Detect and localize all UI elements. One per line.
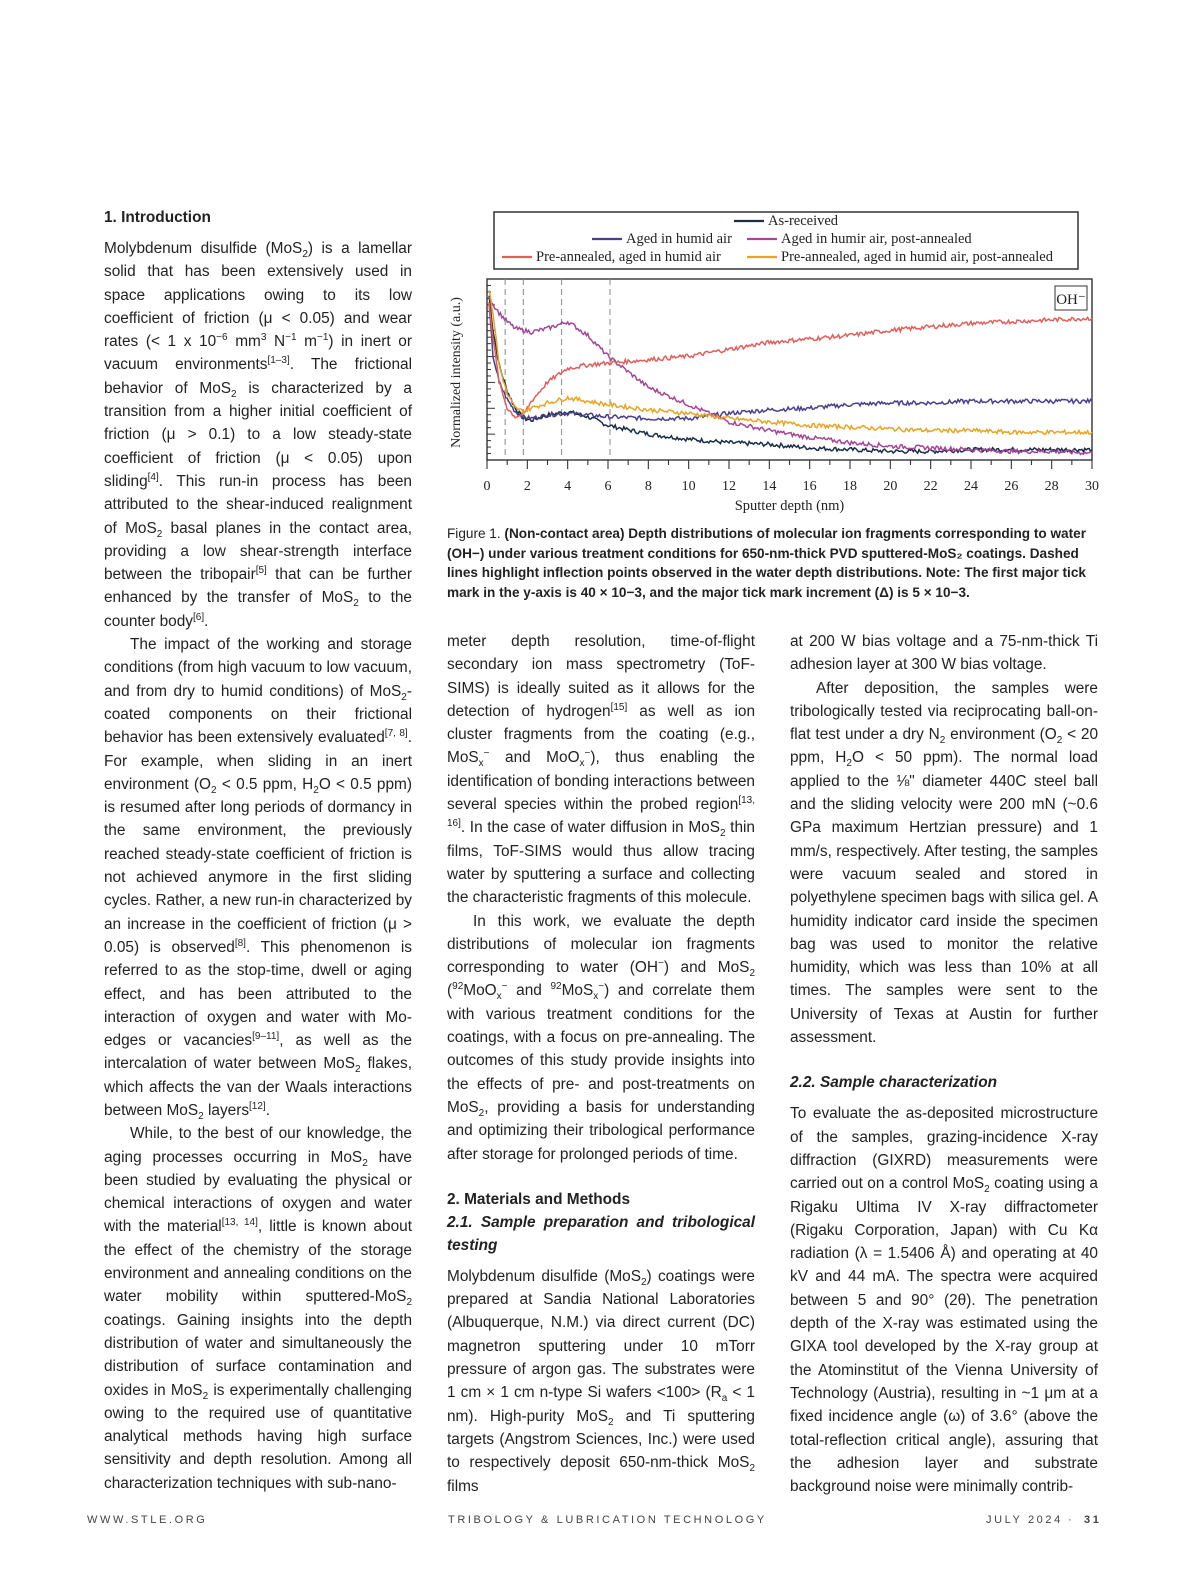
x-tick-label: 0 <box>483 479 491 494</box>
y-axis-label: Normalized intensity (a.u.) <box>449 297 464 448</box>
text-segment: 2 <box>749 1463 755 1475</box>
text-segment: In this work, we evaluate the depth distributions of molecular ion fragments corresponding to water (OH <box>447 912 755 977</box>
x-tick-label: 14 <box>762 479 777 494</box>
text-segment: 2 <box>211 784 217 796</box>
text-segment: MoO <box>463 982 497 1000</box>
text-segment: ) is a lamellar solid that has been extensively used in space applications owing to its low coefficient of friction (μ < 0.05) and wear rates (< 1 x 10 <box>104 240 412 351</box>
text-segment: a <box>721 1393 728 1405</box>
text-segment: and <box>507 982 551 1000</box>
text-segment: x <box>593 991 599 1003</box>
text-segment: [5] <box>255 565 267 577</box>
text-segment: 2 <box>355 1064 361 1076</box>
text-segment: meter depth resolution, time-of-flight secondary ion mass spectrometry (ToF-SIMS) is ideally suited as it allows for the detection of hydrogen <box>447 633 755 720</box>
text-segment: 2 <box>640 1276 647 1288</box>
text-segment: 2 <box>362 1157 368 1169</box>
text-segment: . In the case of water diffusion in MoS <box>460 819 720 837</box>
x-tick-label: 24 <box>964 479 978 494</box>
column-3 <box>790 630 1098 1498</box>
sample-prep-subheading: 2.1. Sample preparation and tribological testing <box>447 1213 755 1254</box>
text-segment: . This run-in process has been attributed to the shear-induced realignment of MoS <box>104 472 412 537</box>
text-segment: 2 <box>302 249 308 261</box>
x-tick-label: 28 <box>1044 479 1059 494</box>
x-tick-label: 4 <box>564 479 572 494</box>
text-segment: ) and correlate them with various treatment conditions for the coatings, with a focus on pre-annealing. The outcomes of this study provide insights into the effects of pre- and post-treatments on MoS <box>447 982 755 1116</box>
x-tick-label: 18 <box>843 479 857 494</box>
text-segment: mm <box>227 333 261 351</box>
legend-label: As-received <box>768 213 839 229</box>
text-segment: − <box>501 981 508 993</box>
text-segment: and MoO <box>489 749 580 767</box>
text-segment: 3 <box>260 332 267 344</box>
text-segment: 2 <box>406 1297 412 1309</box>
text-segment: that can be further enhanced by the transfer of MoS <box>104 566 412 607</box>
text-segment: is experimentally challenging owing to the required use of quantitative analytical methods having high surface sensitivity and depth resolution. Among all characterization techniques with sub-nano- <box>104 1381 412 1492</box>
text-segment: x <box>496 991 502 1003</box>
text-segment: 2 <box>353 598 359 610</box>
footer-date: JULY 2024 <box>986 1514 1063 1526</box>
text-segment: < 20 ppm, H <box>790 726 1099 767</box>
text-segment: and Ti sputtering targets (Angstrom Sciences, Inc.) were used to respectively deposit 650-nm-thick MoS <box>447 1407 755 1472</box>
text-segment: 2 <box>846 758 852 770</box>
text-segment: 2 <box>749 968 755 980</box>
caption-text: (Non-contact area) Depth distributions of molecular ion fragments corresponding to water (OH−) under various treatment conditions for 650-nm-thick PVD sputtered-MoS₂ coatings. Dashed lines highlight inflection points observed in the water depth distributions. Note: The first major tick mark in the y-axis is 40 × 10−3, and the major tick mark increment (Δ) is 5 × 10−3. <box>447 526 1086 600</box>
col2-paragraph-1 <box>447 630 755 910</box>
annotation-label: OH⁻ <box>1056 292 1086 308</box>
text-segment: To evaluate the as-deposited microstructure of the samples, grazing-incidence X-ray diffraction (GIXRD) measurements were carried out on a control MoS <box>790 1105 1098 1193</box>
legend-label: Pre-annealed, aged in humid air, post-annealed <box>781 249 1053 265</box>
characterization-subheading: 2.2. Sample characterization <box>790 1074 998 1092</box>
text-segment: 2 <box>984 1184 990 1196</box>
text-segment: . The frictional behavior of MoS <box>104 356 412 397</box>
x-tick-label: 2 <box>523 479 531 494</box>
text-segment: Molybdenum disulfide (MoS <box>104 240 303 257</box>
text-segment: have been studied by evaluating the physical or chemical interactions of oxygen and water with the material <box>104 1148 412 1236</box>
figure-caption <box>447 524 1101 602</box>
text-segment: . <box>204 612 209 630</box>
text-segment: , providing a basis for understanding and optimizing their tribological performance after storage for prolonged periods of time. <box>447 1098 755 1163</box>
text-segment: ) and MoS <box>663 959 750 977</box>
text-segment: x <box>478 758 484 770</box>
text-segment: films <box>447 1477 479 1495</box>
text-segment: − <box>598 981 605 993</box>
oh-depth-chart <box>447 205 1101 515</box>
text-segment: −1 <box>285 332 297 344</box>
text-segment: , as well as the intercalation of water between MoS <box>104 1032 412 1073</box>
text-segment: ( <box>447 982 453 1000</box>
text-segment: [15] <box>610 701 628 713</box>
x-tick-label: 6 <box>604 479 612 494</box>
text-segment: is characterized by a transition from a higher initial coefficient of friction (μ > 0.1) to a low steady-state coefficient of friction (μ < 0.05) upon sliding <box>104 379 412 490</box>
legend-label: Aged in humid air <box>626 231 732 247</box>
col2-paragraph-2 <box>447 910 755 1166</box>
text-segment: x <box>579 758 585 770</box>
text-segment: 2 <box>939 735 946 747</box>
col3-paragraph-1: at 200 W bias voltage and a 75-nm-thick Ti adhesion layer at 300 W bias voltage. <box>790 633 1098 674</box>
figure-1 <box>447 205 1101 520</box>
text-segment: [12] <box>249 1100 266 1112</box>
intro-paragraph-3 <box>104 1122 412 1495</box>
text-segment: [1–3] <box>267 355 290 367</box>
text-segment: ) coatings were prepared at Sandia National Laboratories (Albuquerque, N.M.) via direct current (DC) magnetron sputtering under 10 mTorr pressure of argon gas. The substrates were 1 cm × 1 cm n-type Si wafers <100> (R <box>447 1267 755 1402</box>
x-axis-label: Sputter depth (nm) <box>734 498 845 514</box>
text-segment: [7, 8] <box>384 728 408 740</box>
x-tick-label: 26 <box>1004 479 1019 494</box>
x-tick-label: 20 <box>883 479 898 494</box>
col3-paragraph-3 <box>790 1102 1098 1498</box>
text-segment: O < 50 ppm). The normal load applied to the ⅛" diameter 440C steel ball and the sliding velocity were 200 mN (~0.6 GPa maximum Hertzian pressure) and 1 mm/s, respectively. After testing, the samples were vacuum sealed and stored in polyethylene specimen bags with silica gel. A humidity indicator card inside the specimen bag was used to monitor the relative humidity, which was less than 10% at all times. The samples were sent to the University of Texas at Austin for further assessment. <box>790 749 1098 1047</box>
text-segment: − <box>584 748 591 760</box>
text-segment: 2 <box>1056 735 1063 747</box>
text-segment: 2 <box>478 1108 485 1120</box>
text-segment: flakes, which affects the van der Waals interactions between MoS <box>104 1055 412 1119</box>
x-tick-label: 12 <box>722 479 736 494</box>
intro-heading: 1. Introduction <box>104 209 211 226</box>
text-segment: [13, 14] <box>221 1217 258 1229</box>
text-segment: [4] <box>147 471 159 483</box>
text-segment: ) in inert or vacuum environments <box>104 333 412 374</box>
text-segment: [6] <box>193 611 205 623</box>
text-segment: < 0.5 ppm, H <box>216 775 314 793</box>
text-segment: . <box>265 1101 270 1119</box>
legend-label: Pre-annealed, aged in humid air <box>536 249 721 265</box>
legend-label: Aged in humir air, post-annealed <box>781 231 972 247</box>
text-segment: , little is known about the effect of the chemistry of the storage environment and annealing conditions on the water mobility within sputtered-MoS <box>104 1218 413 1306</box>
text-segment: 2 <box>313 784 319 796</box>
text-segment: 92 <box>452 981 464 993</box>
footer-website: WWW.STLE.ORG <box>87 1514 208 1526</box>
text-segment: While, to the best of our knowledge, the aging processes occurring in MoS <box>104 1125 412 1166</box>
page-number: 31 <box>1084 1514 1102 1526</box>
text-segment: thin films, ToF-SIMS would thus allow tracing water by sputtering a surface and collecting the characteristic fragments of this molecule. <box>447 819 755 907</box>
x-tick-label: 10 <box>681 479 696 494</box>
text-segment: as well as ion cluster fragments from the coating (e.g., MoS <box>447 702 756 767</box>
text-segment: ), thus enabling the identification of bonding interactions between several species within the probed region <box>447 749 755 814</box>
intro-paragraph-1 <box>104 237 412 633</box>
text-segment: coatings. Gaining insights into the depth distribution of water and simultaneously the distribution of surface contamination and oxides in MoS <box>104 1311 412 1399</box>
text-segment: 2 <box>156 528 163 540</box>
text-segment: 2 <box>720 828 726 840</box>
caption-label: Figure 1. <box>447 526 505 541</box>
text-segment: [13, 16] <box>447 794 755 830</box>
x-tick-label: 8 <box>644 479 652 494</box>
intro-paragraph-2 <box>104 633 412 1122</box>
series-line <box>489 302 1092 420</box>
text-segment: 2 <box>231 388 237 400</box>
column-1 <box>104 206 412 1495</box>
text-segment: − <box>483 748 490 760</box>
text-segment: basal planes in the contact area, providing a low shear-strength interface between the tribopair <box>104 519 412 584</box>
text-segment: −6 <box>216 332 228 344</box>
text-segment: O < 0.5 ppm) is resumed after long periods of dormancy in the same environment, the previously reached steady-state coefficient of friction is not achieved anymore in the first sliding cycles. Rather, a new run-in characterized by an increase in the coefficient of friction (μ > 0.05) is observed <box>104 775 412 956</box>
column-2 <box>447 630 755 1498</box>
text-segment: m <box>296 333 317 351</box>
footer-separator: · <box>1068 1514 1075 1526</box>
text-segment: 2 <box>607 1416 614 1428</box>
text-segment: . For example, when sliding in an inert environment (O <box>104 729 412 793</box>
col3-paragraph-2 <box>790 677 1098 1050</box>
text-segment: [8] <box>234 937 246 949</box>
text-segment: -coated components on their frictional behavior has been extensively evaluated <box>104 682 412 747</box>
text-segment: layers <box>203 1101 250 1119</box>
text-segment: 2 <box>202 1390 209 1402</box>
text-segment: environment (O <box>945 726 1057 744</box>
text-segment: 2 <box>401 691 407 703</box>
text-segment: 2 <box>198 1111 204 1123</box>
text-segment: [9–11] <box>252 1030 280 1042</box>
text-segment: The impact of the working and storage conditions (from high vacuum to low vacuum, and from dry to humid conditions) of MoS <box>104 636 412 700</box>
text-segment: − <box>657 958 664 970</box>
text-segment: Molybdenum disulfide (MoS <box>447 1267 641 1285</box>
text-segment: < 1 nm). High-purity MoS <box>447 1384 755 1425</box>
text-segment: −1 <box>316 332 329 344</box>
methods-heading: 2. Materials and Methods <box>447 1190 631 1208</box>
text-segment: MoS <box>561 982 594 1000</box>
text-segment: After deposition, the samples were tribologically tested via reciprocating ball-on-flat test under a dry N <box>790 679 1098 744</box>
text-segment: to the counter body <box>104 589 412 630</box>
x-tick-label: 22 <box>923 479 938 494</box>
text-segment: . This phenomenon is referred to as the stop-time, dwell or aging effect, and has been attributed to the interaction of oxygen and water with Mo-edges or vacancies <box>104 938 413 1050</box>
x-tick-label: 16 <box>802 479 817 494</box>
footer-journal: TRIBOLOGY & LUBRICATION TECHNOLOGY <box>448 1514 767 1526</box>
col2-paragraph-3 <box>447 1265 755 1498</box>
text-segment: 92 <box>550 981 562 993</box>
text-segment: N <box>266 333 286 351</box>
x-tick-label: 30 <box>1085 479 1099 494</box>
text-segment: coating using a Rigaku Ultima IV X-ray diffractometer (Rigaku Corporation, Japan) with Cu Kα radiation (λ = 1.5406 Å) and operating at 40 kV and 44 mA. The spectra were acquired between 5 and 90° (2θ). The penetration depth of the X-ray was estimated using the GIXA tool developed by the X-ray group at the Atominstitut of the Vienna University of Technology (Austria), resulting in ~1 μm at a fixed incidence angle (ω) of 3.6° (above the total-reflection critical angle), assuring that the adhesion layer and substrate background noise were minimally contrib- <box>790 1175 1098 1496</box>
